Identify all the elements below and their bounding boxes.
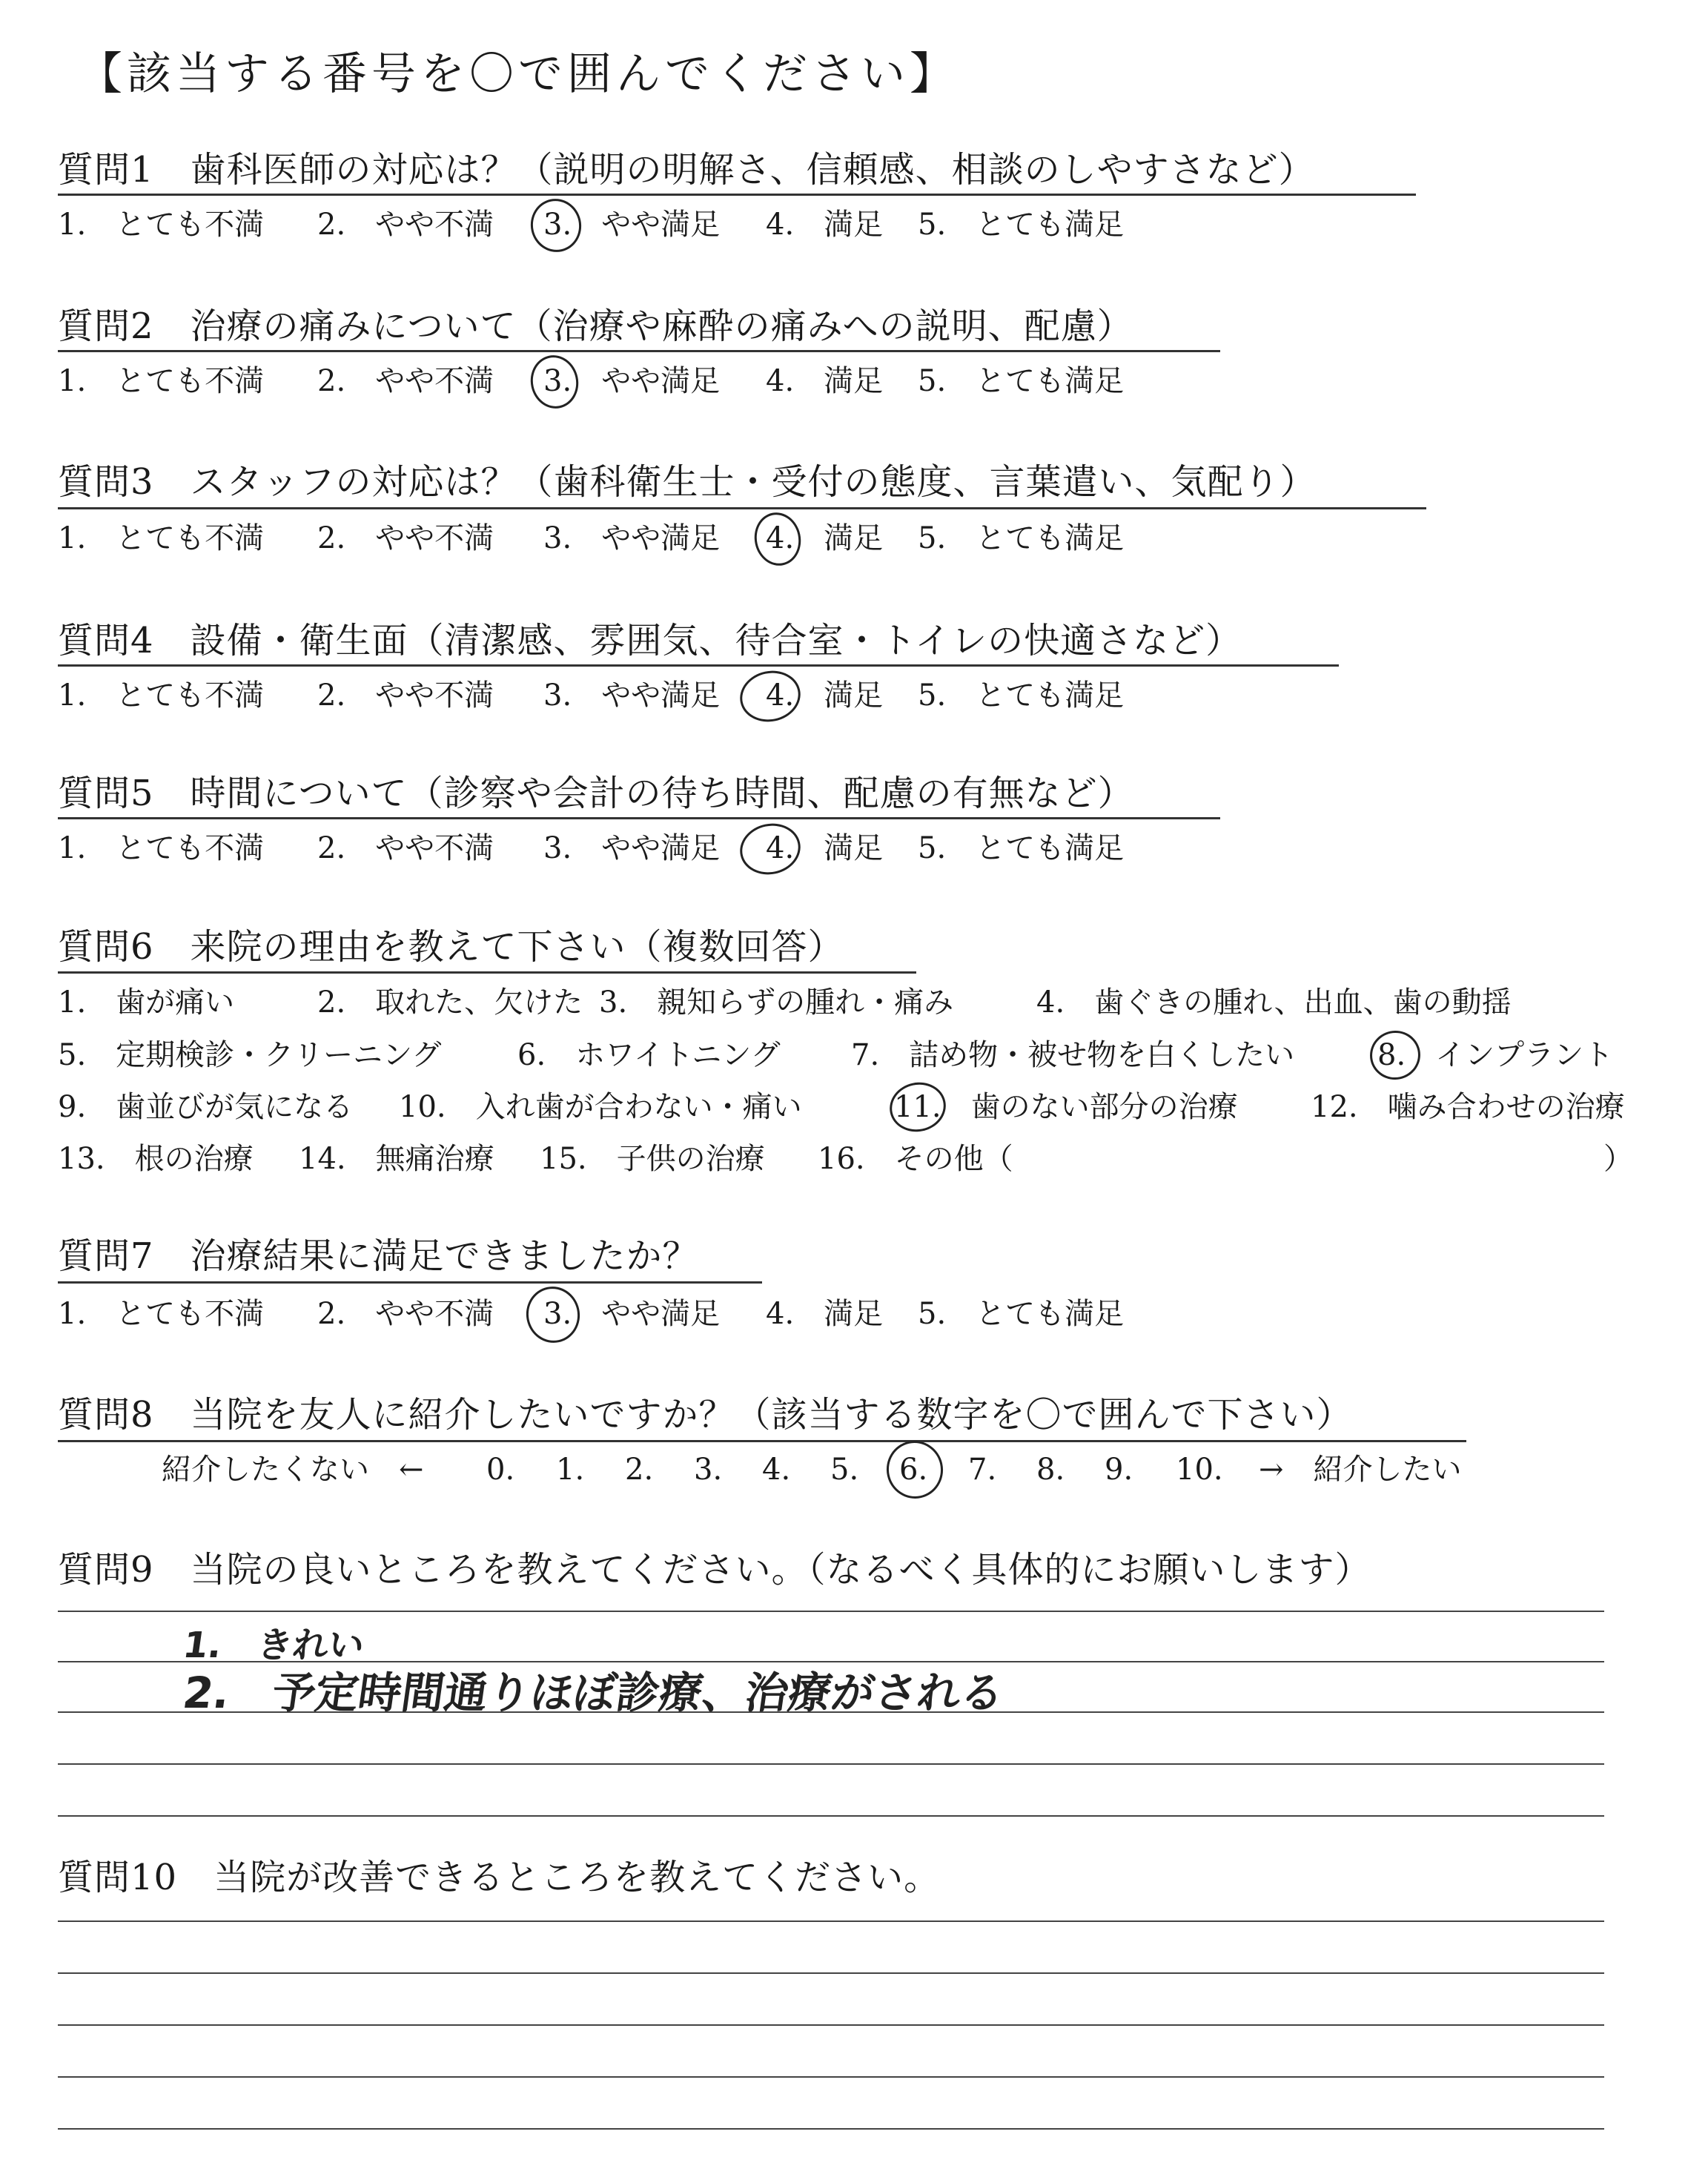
option-1[interactable]: 1. とても不満 (58, 1297, 265, 1331)
title-underline (58, 194, 1416, 196)
option-2[interactable]: 2. やや不満 (317, 678, 494, 713)
scale-5[interactable]: 5. (830, 1453, 859, 1487)
option-5[interactable]: 5. とても満足 (918, 678, 1125, 713)
option-2[interactable]: 2. やや不満 (317, 521, 494, 555)
question-title: 質問6 来院の理由を教えて下さい（複数回答） (58, 926, 844, 968)
scale-2[interactable]: 2. (625, 1453, 654, 1487)
reason-3[interactable]: 3. 親知らずの腫れ・痛み (599, 985, 954, 1020)
scale-1[interactable]: 1. (556, 1453, 585, 1487)
reason-2[interactable]: 2. 取れた、欠けた (317, 985, 583, 1020)
scale-0[interactable]: 0. (486, 1453, 515, 1487)
option-4[interactable]: 4. 満足 (766, 678, 884, 713)
question-title: 質問8 当院を友人に紹介したいですか？（該当する数字を〇で囲んで下さい） (58, 1394, 1353, 1436)
answer-line (58, 1763, 1604, 1765)
option-2[interactable]: 2. やや不満 (317, 208, 494, 242)
option-3[interactable]: 3. やや満足 (543, 1297, 721, 1331)
title-underline (58, 664, 1339, 667)
handwritten-answer-1[interactable]: 1. きれい (180, 1625, 367, 1666)
reason-15[interactable]: 15. 子供の治療 (540, 1142, 765, 1176)
reason-16[interactable]: 16. その他（ (818, 1142, 1013, 1176)
handwritten-answer-2[interactable]: 2. 予定時間通りほぼ診療、治療がされる (179, 1668, 1007, 1718)
option-2[interactable]: 2. やや不満 (317, 364, 494, 398)
question-title: 質問2 治療の痛みについて（治療や麻酔の痛みへの説明、配慮） (58, 305, 1133, 347)
reason-5[interactable]: 5. 定期検診・クリーニング (58, 1038, 442, 1072)
question-title: 質問7 治療結果に満足できましたか？ (58, 1235, 699, 1277)
option-4[interactable]: 4. 満足 (766, 364, 884, 398)
selection-circle (526, 351, 583, 413)
selection-circle (749, 508, 806, 569)
question-title: 質問1 歯科医師の対応は？（説明の明解さ、信頼感、相談のしやすさなど） (58, 149, 1315, 191)
option-2[interactable]: 2. やや不満 (317, 831, 494, 865)
reason-12[interactable]: 12. 噛み合わせの治療 (1311, 1090, 1625, 1124)
option-5[interactable]: 5. とても満足 (918, 364, 1125, 398)
option-4[interactable]: 4. 満足 (766, 521, 884, 555)
title-underline (58, 817, 1220, 819)
answer-line (58, 1611, 1604, 1612)
answer-line (58, 2128, 1604, 2130)
option-5[interactable]: 5. とても満足 (918, 521, 1125, 555)
option-4[interactable]: 4. 満足 (766, 1297, 884, 1331)
option-3[interactable]: 3. やや満足 (543, 678, 721, 713)
option-5[interactable]: 5. とても満足 (918, 831, 1125, 865)
scale-8[interactable]: 8. (1036, 1453, 1065, 1487)
option-4[interactable]: 4. 満足 (766, 831, 884, 865)
option-3[interactable]: 3. やや満足 (543, 364, 721, 398)
option-3[interactable]: 3. やや満足 (543, 521, 721, 555)
option-1[interactable]: 1. とても不満 (58, 831, 265, 865)
reason-10[interactable]: 10. 入れ歯が合わない・痛い (399, 1090, 802, 1124)
scale-9[interactable]: 9. (1105, 1453, 1133, 1487)
option-1[interactable]: 1. とても不満 (58, 208, 265, 242)
selection-circle (526, 194, 586, 257)
answer-line (58, 1972, 1604, 1974)
option-1[interactable]: 1. とても不満 (58, 364, 265, 398)
scale-3[interactable]: 3. (694, 1453, 723, 1487)
selection-circle (521, 1281, 585, 1347)
selection-circle (885, 1077, 950, 1137)
title-underline (58, 1440, 1466, 1442)
scale-4[interactable]: 4. (762, 1453, 791, 1487)
scale-6[interactable]: 6. (899, 1453, 928, 1487)
scale-10[interactable]: 10. (1176, 1453, 1223, 1487)
page-title: 【該当する番号を〇で囲んでください】 (78, 48, 959, 100)
answer-line (58, 1815, 1604, 1817)
title-underline (58, 1281, 762, 1284)
selection-circle (735, 665, 805, 727)
reason-13[interactable]: 13. 根の治療 (58, 1142, 254, 1176)
selection-circle (881, 1436, 949, 1504)
answer-line (58, 2076, 1604, 2078)
answer-line (58, 1920, 1604, 1922)
title-underline (58, 507, 1426, 509)
option-1[interactable]: 1. とても不満 (58, 678, 265, 713)
reason-1[interactable]: 1. 歯が痛い (58, 985, 235, 1020)
question-title: 質問9 当院の良いところを教えてください。（なるべく具体的にお願いします） (58, 1549, 1371, 1591)
scale-left-label: 紹介したくない ← (162, 1453, 424, 1487)
option-2[interactable]: 2. やや不満 (317, 1297, 494, 1331)
option-5[interactable]: 5. とても満足 (918, 1297, 1125, 1331)
reason-14[interactable]: 14. 無痛治療 (299, 1142, 494, 1176)
option-3[interactable]: 3. やや満足 (543, 208, 721, 242)
option-1[interactable]: 1. とても不満 (58, 521, 265, 555)
reason-8[interactable]: 8. インプラント (1377, 1038, 1614, 1072)
reason-9[interactable]: 9. 歯並びが気になる (58, 1090, 354, 1124)
title-underline (58, 971, 916, 974)
reason-6[interactable]: 6. ホワイトニング (517, 1038, 781, 1072)
question-title: 質問5 時間について（診察や会計の待ち時間、配慮の有無など） (58, 773, 1134, 814)
selection-circle (735, 818, 805, 880)
option-4[interactable]: 4. 満足 (766, 208, 884, 242)
question-title: 質問3 スタッフの対応は？（歯科衛生士・受付の態度、言葉遣い、気配り） (58, 461, 1317, 503)
reason-4[interactable]: 4. 歯ぐきの腫れ、出血、歯の動揺 (1036, 985, 1512, 1020)
answer-line (58, 2024, 1604, 2026)
reason-11[interactable]: 11. 歯のない部分の治療 (894, 1090, 1238, 1124)
scale-right-label: → 紹介したい (1259, 1453, 1462, 1487)
reason-7[interactable]: 7. 詰め物・被せ物を白くしたい (851, 1038, 1295, 1072)
question-title: 質問4 設備・衛生面（清潔感、雰囲気、待合室・トイレの快適さなど） (58, 620, 1242, 661)
option-5[interactable]: 5. とても満足 (918, 208, 1125, 242)
scale-7[interactable]: 7. (968, 1453, 997, 1487)
title-underline (58, 350, 1220, 352)
reason-16-close: ） (1603, 1142, 1633, 1176)
option-3[interactable]: 3. やや満足 (543, 831, 721, 865)
question-title: 質問10 当院が改善できるところを教えてください。 (58, 1857, 941, 1898)
